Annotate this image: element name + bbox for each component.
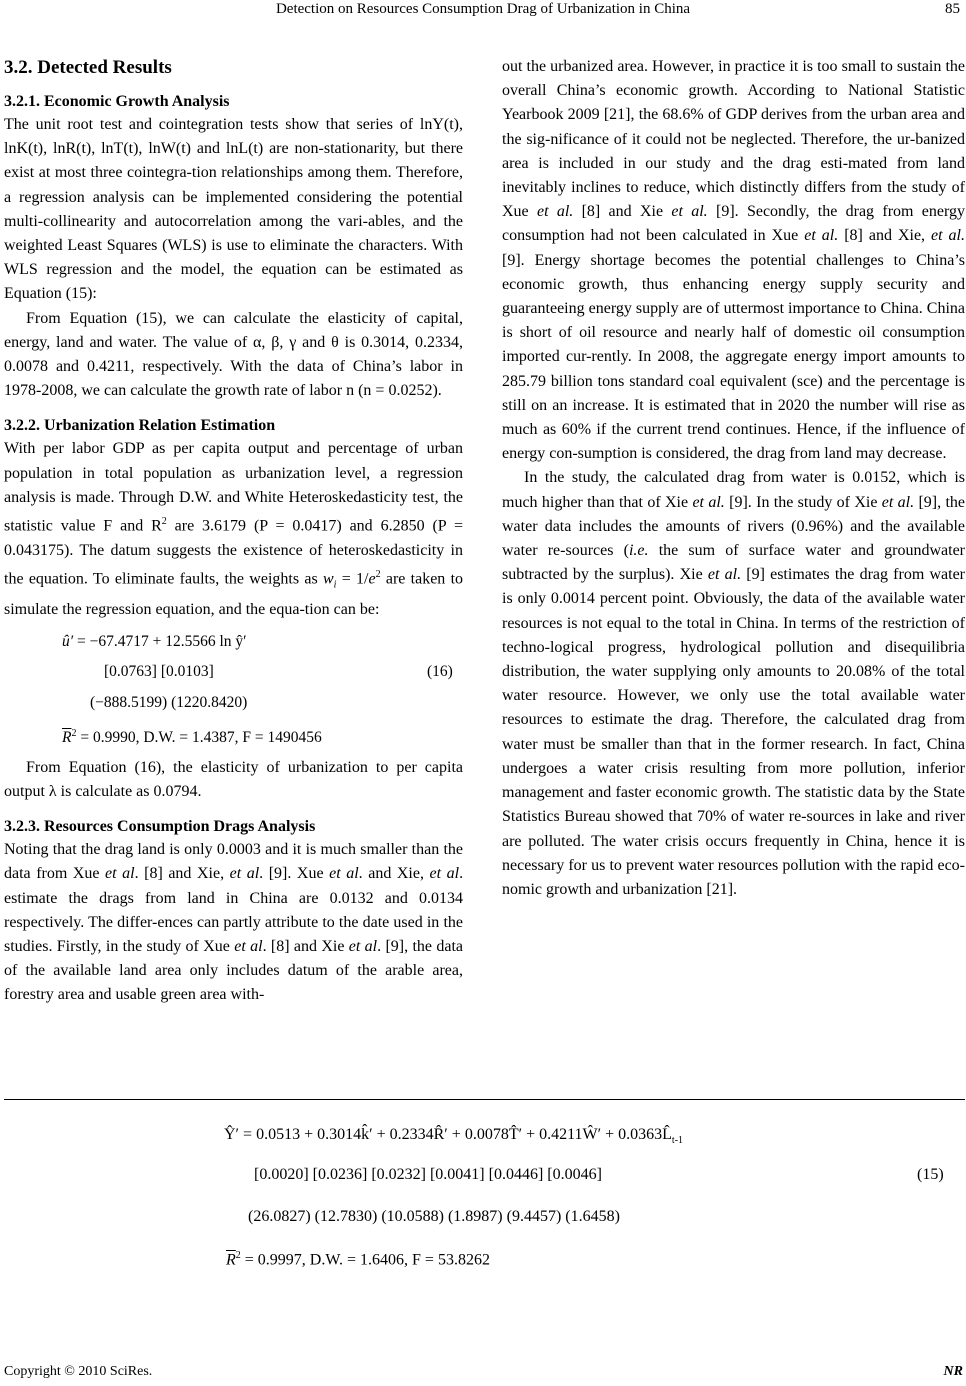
page-number: 85 [945,1,960,17]
equation-15-number: (15) [917,1166,944,1183]
paragraph-wls: The unit root test and cointegration tests show that series of lnY(t), lnK(t), lnR(t), lnT(t), lnW(t) and lnL(t) are non-stationarity, but there exist at most three cointegra-tion relationships among them. Therefore, a regression analysis can be implemented considering the potential multi-collinearity and autocorrelation among the vari-ables, and the weighted Least Squares (WLS) is use to eliminate the characters. With WLS regression and the model, the equation can be estimated as Equation (15): [4,116,463,303]
paragraph-land-drag: Noting that the drag land is only 0.0003 and it is much smaller than the data from Xue et al. [8] and Xie, et al. [9]. Xue et al. and Xie, et al. estimate the drags from land in China are 0.0132 and 0.0134 respectively. The differ-ences can partly attribute to the date used in the studies. Firstly, in the study of Xue et al. [8] and Xie et al. [9], the data of the available land area only includes datum of the arable area, forestry area and usable green area with- [4,841,464,1004]
equation-16-line-3: (−888.5199) (1220.8420) [90,693,248,711]
equation-15-line-2: [0.0020] [0.0236] [0.0232] [0.0041] [0.0446] [0.0046] [254,1166,602,1183]
copyright: Copyright © 2010 SciRes. [4,1364,153,1379]
paragraph-lambda: From Equation (16), the elasticity of urbanization to per capita output λ is calculate as 0.0794. [4,758,463,800]
paragraph-water-drag: In the study, the calculated drag from water is 0.0152, which is much higher than that of Xie et al. [9]. In the study of Xie et al. [9], the water data includes the amounts of rivers (0.96%) and the available water re-sources (i.e. the sum of surface water and groundwater subtracted by the surplus). Xie et al. [9] estimates the drag from water is only 0.0014 percent point. Obviously, the data of the available water resources is not equal to the total in China. In terms of the restriction of techno-logical progress, hydrological pollution and disequilibria distribution, the water supplying only amounts to 20.08% of the total water resource. However, we only use the total available water resources to estimate the drag. Therefore, the calculated drag from water must be smaller than that in the former research. In fact, China undergoes a water crisis resulting from more pollution, inferior management and faster economic growth. The statistic data by the State Statistics Bureau showed that 70% of water re-sources in lake and river are polluted. The water crisis occurs frequently in China, hence it is necessary for us to prevent water resources pollution with the rapid eco-nomic growth and urbanization [21]. [502,469,966,898]
section-heading: 3.2. Detected Results [4,57,172,78]
equation-15-line-1: Ŷ′ = 0.0513 + 0.3014k̂′ + 0.2334R̂′ + 0.0078T̂′ + 0.4211Ŵ′ + $0.0363L̂_{t-1}$ [224,1126,684,1147]
equation-15-line-3: (26.0827) (12.7830) (10.0588) (1.8987) (9.4457) (1.6458) [248,1208,620,1225]
running-header [0,0,966,22]
equation-16-line-1: û′ = −67.4717 + 12.5566 ln ŷ′ [62,632,247,650]
paragraph-elasticity: From Equation (15), we can calculate the elasticity of capital, energy, land and water. The value of α, β, γ and θ is 0.3014, 0.2334, 0.0078 and 0.4211, respectively. With the data of China’s labor in 1978-2008, we can calculate the growth rate of labor n (n = 0.0252). [4,309,463,400]
equation-16-line-2: [0.0763] [0.0103] [104,662,214,680]
subsection-heading-urbanization: 3.2.2. Urbanization Relation Estimation [4,417,276,435]
equation-divider [4,1099,965,1100]
paragraph-regression: With per labor GDP as per capita output and percentage of urban population in total population as urbanization level, a regression analysis is made. Through D.W. and White Heteroskedasticity test, the statistic value F and $R^2$ are 3.6179 (P = 0.0417) and 6.2850 (P = 0.043175). The datum suggests the existence of heteroskedasticity in the equation. To eliminate faults, the weights as $w_i = 1/e^2$ are taken to simulate the regression equation, and the equa-tion can be: [4,440,464,618]
equation-16 [4,622,463,744]
subsection-heading-drags: 3.2.3. Resources Consumption Drags Analysis [4,818,316,836]
equation-16-line-4: $\overline{R}^2 = 0.9990$, D.W. = 1.4387, F = 1490456 [62,727,322,746]
subsection-heading-economic-growth: 3.2.1. Economic Growth Analysis [4,93,230,110]
running-title: Detection on Resources Consumption Drag of Urbanization in China [275,1,691,17]
footer [4,1364,963,1380]
paragraph-urbanized-area: out the urbanized area. However, in practice it is too small to sustain the overall China’s economic growth. According to National Statistic Yearbook 2009 [21], the 68.6% of GDP derives from the urban area and the sig-nificance of it could not be neglected. Therefore, the ur-banized area is included in our study and the drag esti-mated from land inevitably inclines to reduce, which distinctly differs from the study of Xue et al. [8] and Xie et al. [9]. Secondly, the drag from energy consumption had not been calculated in Xue et al. [8] and Xie, et al. [9]. Energy shortage becomes the potential challenges to China’s economic growth, thus enhancing energy supply security and guaranteeing energy supply are of uttermost importance to China. China is short of oil resource and nearly half of domestic oil consumption imported cur-rently. In 2008, the aggregate energy import amounts to 285.79 billion tons standard coal equivalent (sce) and the percentage is still on an increase. It is estimated that in 2020 the number will rise as much as 60% if the current trend continues. Hence, if the influence of energy con-sumption is considered, the drag from land may decrease. [502,58,966,463]
left-column [4,55,463,1008]
right-column [502,55,965,902]
equation-15-line-4: $\overline{R}^2 = 0.9997$, D.W. = 1.6406, F = 53.8262 [226,1250,490,1269]
journal-abbrev: NR [943,1364,963,1379]
equation-16-number: (16) [427,662,453,680]
equation-15 [0,1110,966,1310]
